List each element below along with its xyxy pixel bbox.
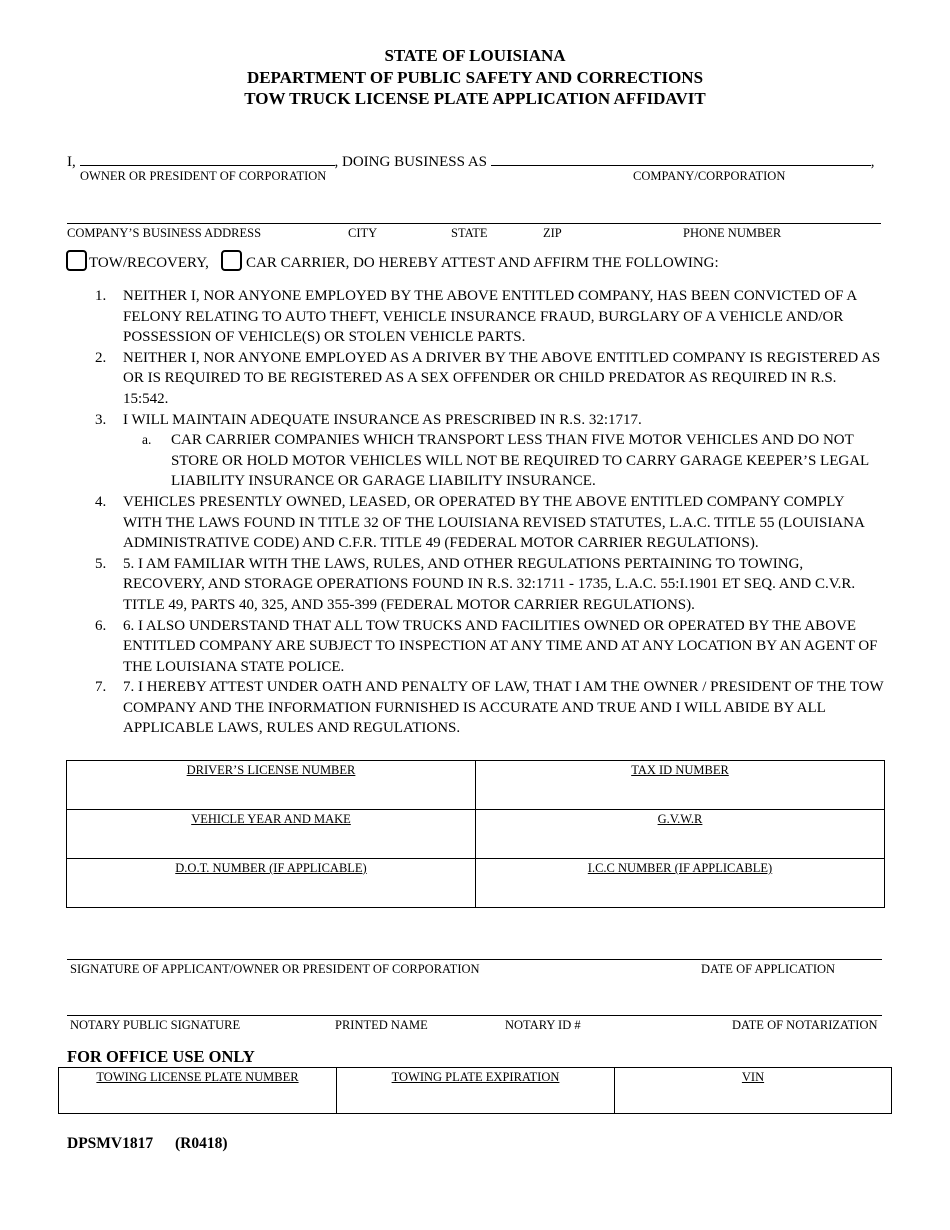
plate-number-label: TOWING LICENSE PLATE NUMBER	[96, 1070, 299, 1084]
applicant-signature-caption: SIGNATURE OF APPLICANT/OWNER OR PRESIDENT OF CORPORATION	[70, 962, 480, 976]
header-state: STATE OF LOUISIANA	[384, 46, 566, 65]
icc-number-cell[interactable]	[476, 859, 885, 908]
tax-id-label: TAX ID NUMBER	[631, 763, 729, 777]
date-application-caption: DATE OF APPLICATION	[701, 962, 836, 976]
statement-item	[93, 492, 885, 554]
applicant-signature-field[interactable]	[67, 959, 882, 960]
header-department: DEPARTMENT OF PUBLIC SAFETY AND CORRECTIONS	[246, 67, 704, 87]
form-number	[67, 1135, 228, 1153]
form-header	[0, 45, 950, 110]
office-use-table	[58, 1067, 892, 1114]
statement-number: 5.	[95, 555, 107, 572]
plate-number-cell[interactable]	[59, 1068, 337, 1114]
company-name-field[interactable]	[491, 151, 871, 166]
form-id: DPSMV1817	[67, 1135, 154, 1152]
tax-id-cell[interactable]	[476, 761, 885, 810]
car-carrier-label: CAR CARRIER, DO HEREBY ATTEST AND AFFIRM THE FOLLOWING:	[246, 255, 719, 271]
phone-caption: PHONE NUMBER	[683, 226, 782, 240]
company-caption: COMPANY/CORPORATION	[633, 169, 786, 183]
statement-number: 7.	[95, 679, 107, 696]
drivers-license-label: DRIVER’S LICENSE NUMBER	[186, 763, 356, 777]
intro-suffix: ,	[870, 154, 875, 170]
vehicle-year-make-cell[interactable]	[67, 810, 476, 859]
notary-id-caption: NOTARY ID #	[505, 1018, 581, 1032]
substatement-text: CAR CARRIER COMPANIES WHICH TRANSPORT LESS THAN FIVE MOTOR VEHICLES AND DO NOT STORE OR HOLD MOTOR VEHICLES WILL NOT BE REQUIRED TO CARRY GARAGE KEEPER’S LEGAL LIABILITY INSURANCE OR GARAGE LIABILITY INSURANCE.	[171, 432, 869, 490]
gvwr-cell[interactable]	[476, 810, 885, 859]
tow-recovery-checkbox[interactable]	[66, 250, 87, 271]
statement-number: 2.	[95, 349, 107, 366]
statement-text: 6. I ALSO UNDERSTAND THAT ALL TOW TRUCKS AND FACILITIES OWNED OR OPERATED BY THE ABOVE ENTITLED COMPANY ARE SUBJECT TO INSPECTION AT ANY TIME AND AT ANY LOCATION BY AN AGENT OF THE LOUISIANA STATE POLICE.	[123, 617, 878, 675]
date-notarization-caption: DATE OF NOTARIZATION	[732, 1018, 878, 1032]
statement-number: 3.	[95, 411, 107, 428]
statement-text: 5. I AM FAMILIAR WITH THE LAWS, RULES, AND OTHER REGULATIONS PERTAINING TO TOWING, RECOVERY, AND STORAGE OPERATIONS FOUND IN R.S. 32:1711 - 1735, L.A.C. 55:I.1901 ET SEQ. AND C.V.R. TITLE 49, PARTS 40, 325, AND 355-399 (FEDERAL MOTOR CARRIER REGULATIONS).	[123, 555, 856, 613]
statement-item	[93, 616, 885, 678]
printed-name-caption: PRINTED NAME	[335, 1018, 428, 1032]
statement-number: 4.	[95, 493, 107, 510]
statement-text: NEITHER I, NOR ANYONE EMPLOYED AS A DRIVER BY THE ABOVE ENTITLED COMPANY IS REGISTERED AS OR IS REQUIRED TO BE REGISTERED AS A SEX OFFENDER OR CHILD PREDATOR AS REQUIRED IN R.S. 15:542.	[123, 349, 881, 407]
applicant-info-table	[66, 760, 885, 908]
address-field[interactable]	[67, 223, 881, 224]
owner-caption: OWNER OR PRESIDENT OF CORPORATION	[80, 169, 327, 183]
state-caption: STATE	[451, 226, 488, 240]
owner-name-field[interactable]	[80, 151, 335, 166]
dot-number-cell[interactable]	[67, 859, 476, 908]
statement-item	[93, 677, 885, 739]
vehicle-year-make-label: VEHICLE YEAR AND MAKE	[191, 812, 351, 826]
zip-caption: ZIP	[543, 226, 562, 240]
icc-number-label: I.C.C NUMBER (IF APPLICABLE)	[587, 861, 773, 875]
dot-number-label: D.O.T. NUMBER (IF APPLICABLE)	[175, 861, 367, 875]
statement-item	[93, 286, 885, 348]
drivers-license-cell[interactable]	[67, 761, 476, 810]
statement-text: NEITHER I, NOR ANYONE EMPLOYED BY THE ABOVE ENTITLED COMPANY, HAS BEEN CONVICTED OF A FELONY RELATING TO AUTO THEFT, VEHICLE INSURANCE FRAUD, BURGLARY OF A VEHICLE AND/OR POSSESSION OF VEHICLE(S) OR STOLEN VEHICLE PARTS.	[123, 288, 857, 346]
tow-recovery-label: TOW/RECOVERY,	[89, 255, 209, 271]
car-carrier-checkbox[interactable]	[221, 250, 242, 271]
notary-signature-caption: NOTARY PUBLIC SIGNATURE	[70, 1018, 241, 1032]
vin-label: VIN	[741, 1070, 765, 1084]
statement-text: VEHICLES PRESENTLY OWNED, LEASED, OR OPERATED BY THE ABOVE ENTITLED COMPANY COMPLY WITH THE LAWS FOUND IN TITLE 32 OF THE LOUISIANA REVISED STATUTES, L.A.C. TITLE 55 (LOUISIANA ADMINISTRATIVE CODE) AND C.F.R. TITLE 49 (FEDERAL MOTOR CARRIER REGULATIONS).	[123, 493, 865, 552]
intro-middle: , DOING BUSINESS AS	[334, 154, 488, 170]
statement-item	[93, 554, 885, 616]
affidavit-statements	[93, 286, 885, 739]
plate-expiration-label: TOWING PLATE EXPIRATION	[391, 1070, 560, 1084]
city-caption: CITY	[348, 226, 378, 240]
statement-text: 7. I HEREBY ATTEST UNDER OATH AND PENALTY OF LAW, THAT I AM THE OWNER / PRESIDENT OF THE TOW COMPANY AND THE INFORMATION FURNISHED IS ACCURATE AND TRUE AND I WILL ABIDE BY ALL APPLICABLE LAWS, RULES AND REGULATIONS.	[123, 679, 884, 737]
plate-expiration-cell[interactable]	[337, 1068, 615, 1114]
substatement-number: a.	[142, 432, 152, 448]
substatement-item	[93, 430, 885, 492]
gvwr-label: G.V.W.R	[657, 812, 703, 826]
statement-item	[93, 348, 885, 410]
address-caption: COMPANY’S BUSINESS ADDRESS	[67, 226, 262, 240]
intro-prefix: I,	[67, 154, 76, 170]
form-revision: (R0418)	[174, 1135, 228, 1152]
statement-item	[93, 410, 885, 431]
vin-cell[interactable]	[615, 1068, 892, 1114]
intro-line	[67, 151, 875, 171]
statement-number: 6.	[95, 617, 107, 634]
statement-number: 1.	[95, 288, 107, 304]
statement-text: I WILL MAINTAIN ADEQUATE INSURANCE AS PRESCRIBED IN R.S. 32:1717.	[123, 411, 642, 428]
office-use-title: FOR OFFICE USE ONLY	[67, 1047, 255, 1066]
header-form-title: TOW TRUCK LICENSE PLATE APPLICATION AFFIDAVIT	[244, 89, 706, 108]
notary-signature-field[interactable]	[67, 1015, 882, 1016]
